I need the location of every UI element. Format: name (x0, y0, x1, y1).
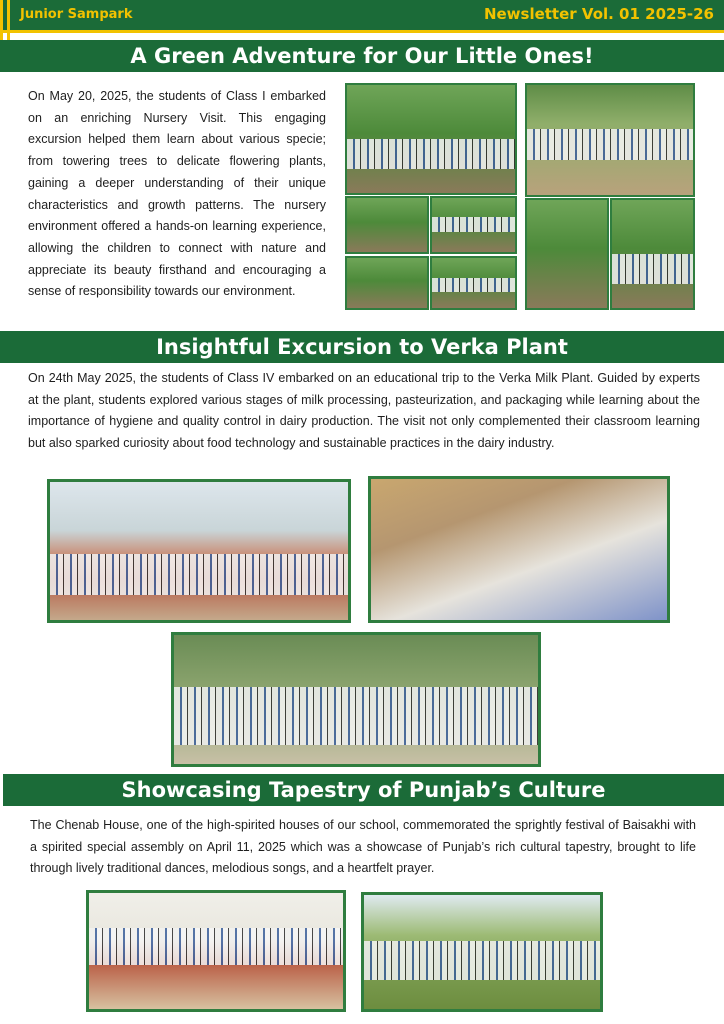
nursery-photo-7 (525, 198, 609, 310)
nursery-photo-5 (345, 256, 429, 310)
section-title-verka: Insightful Excursion to Verka Plant (0, 331, 724, 363)
issue-label: Newsletter Vol. 01 2025-26 (483, 5, 714, 23)
nursery-photo-1 (345, 83, 517, 195)
verka-photo-group (47, 479, 351, 623)
baisakhi-photo-assembly (86, 890, 346, 1012)
nursery-photo-8 (610, 198, 695, 310)
section-text-nursery: On May 20, 2025, the students of Class I embarked on an enriching Nursery Visit. This engaging excursion helped them learn about various specie; from towering trees to delicate flowering plants, gaining a deeper understanding of their unique characteristics and growth patterns. The nursery environment offered a hands-on learning experience, allowing the children to connect with nature and appreciate its beauty firsthand and encouraging a sense of responsibility towards our environment. (28, 89, 326, 299)
section-text-punjab: The Chenab House, one of the high-spirited houses of our school, commemorated the sprightly festival of Baisakhi with a spirited special assembly on April 11, 2025 which was a showcase of Punjab’s rich cultural tapestry, brought to life through lively traditional dances, melodious songs, and a heartfelt prayer. (30, 818, 696, 876)
header-accent (0, 0, 10, 40)
section-title-nursery: A Green Adventure for Our Little Ones! (0, 40, 724, 72)
baisakhi-photo-field (361, 892, 603, 1012)
verka-photo-tour (368, 476, 670, 623)
newsletter-header (0, 0, 724, 33)
nursery-photo-4 (430, 196, 517, 254)
nursery-photo-2 (525, 83, 695, 197)
section-title-punjab: Showcasing Tapestry of Punjab’s Culture (3, 774, 724, 806)
nursery-photo-6 (430, 256, 517, 310)
section-text-verka: On 24th May 2025, the students of Class IV embarked on an educational trip to the Verka Milk Plant. Guided by experts at the plant, students explored various stages of milk processing, pasteurization, and packaging while learning about the importance of hygiene and quality control in dairy production. The visit not only complemented their classroom learning but also sparked curiosity about food technology and sustainable practices in the dairy industry. (28, 371, 700, 451)
brand-name: Junior Sampark (20, 7, 133, 22)
verka-photo-park (171, 632, 541, 767)
nursery-photo-3 (345, 196, 429, 254)
